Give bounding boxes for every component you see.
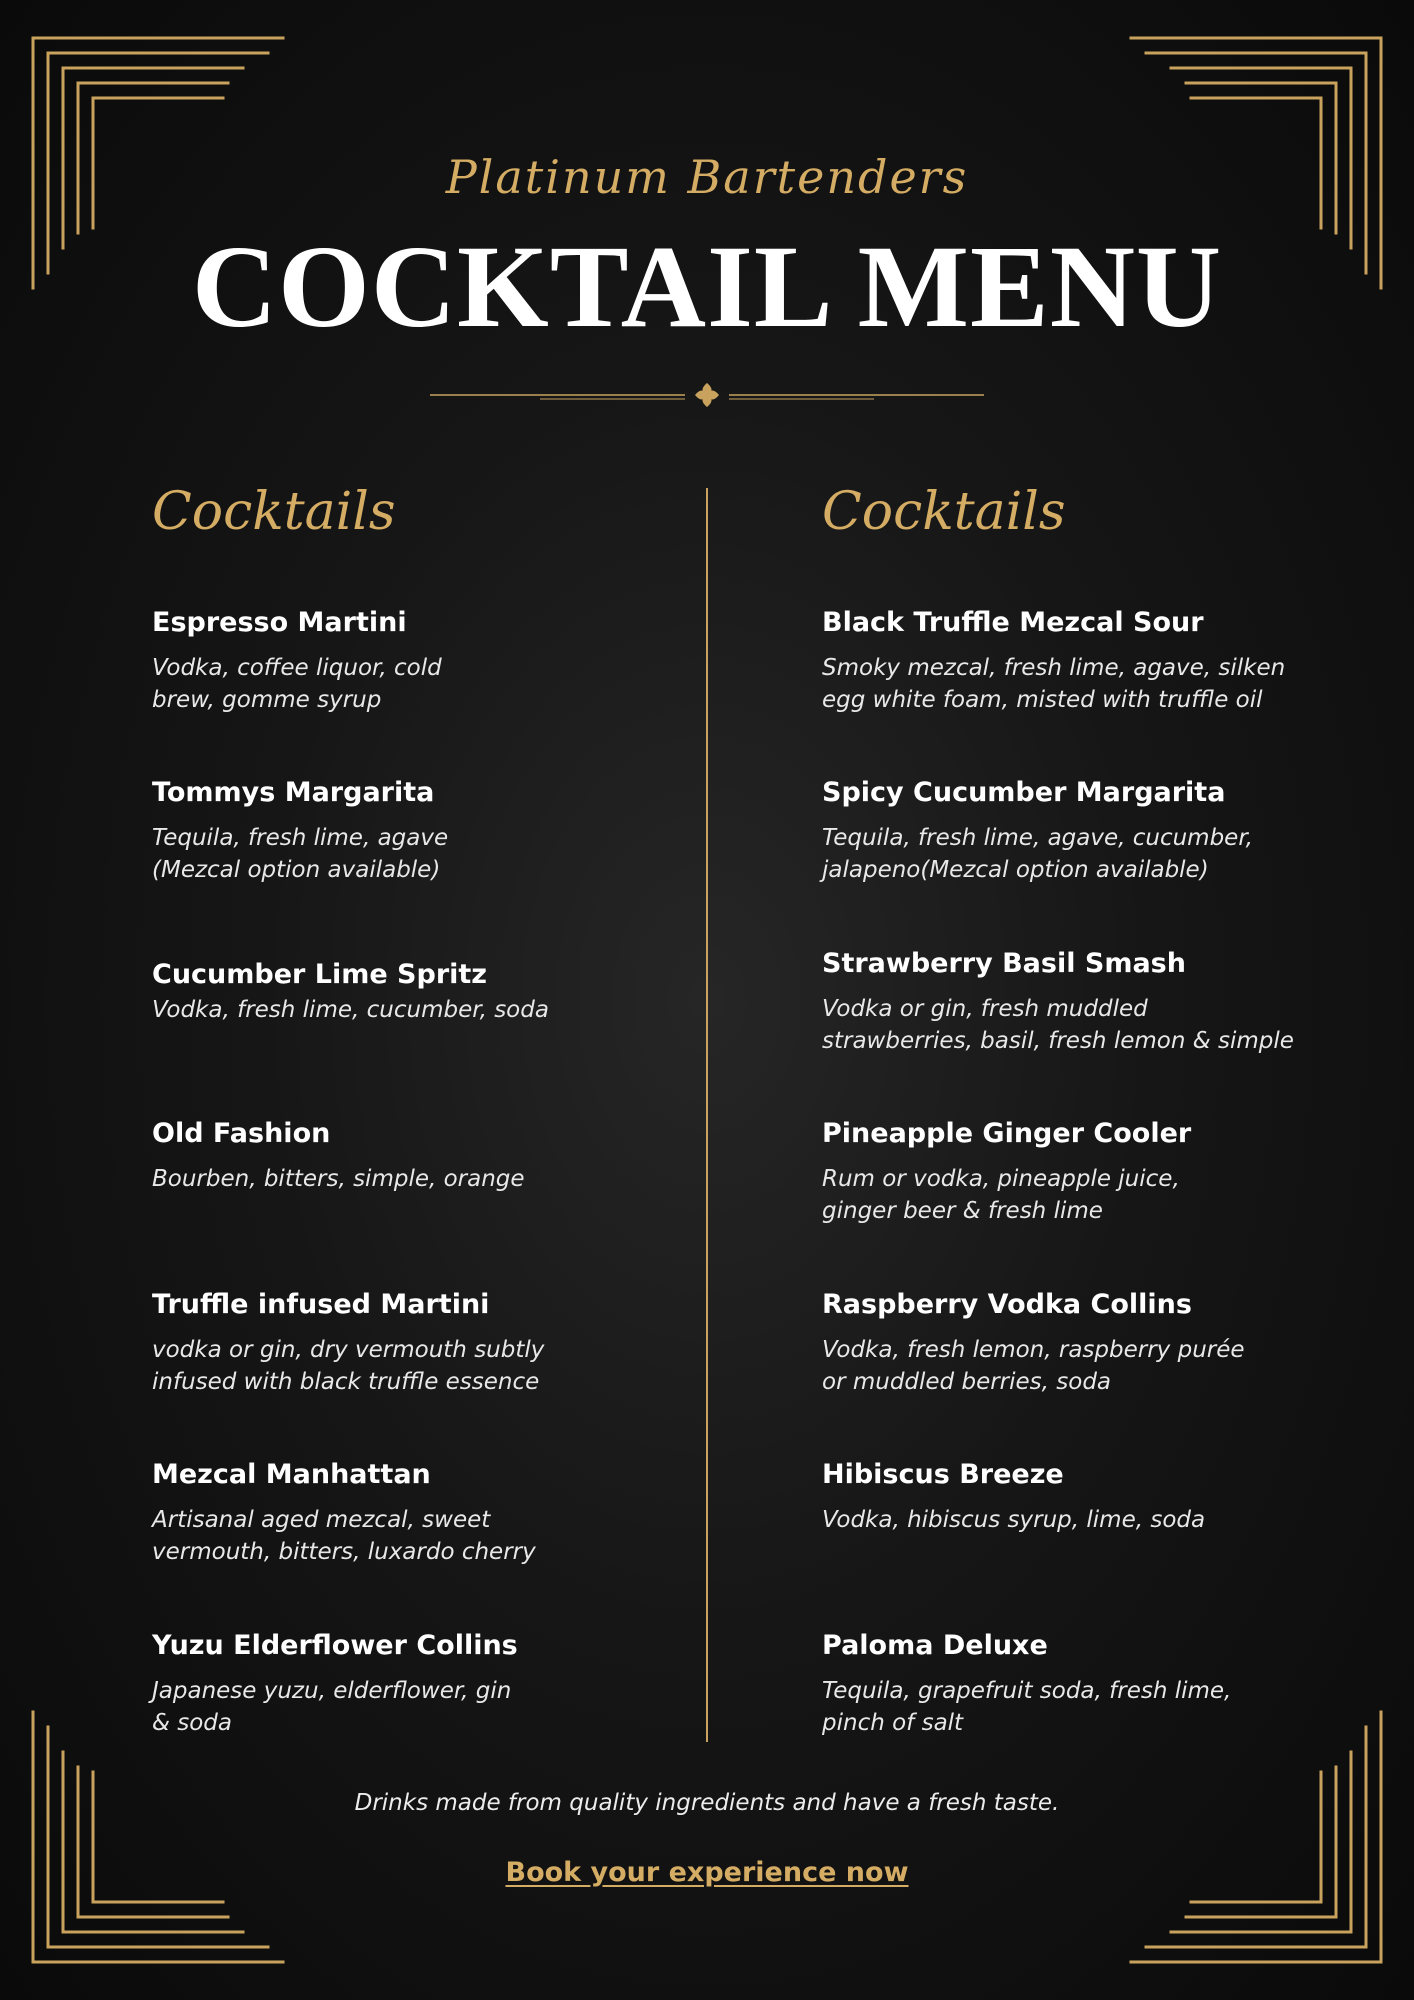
page-title: COCKTAIL MENU: [191, 221, 1223, 352]
menu-item-description: Tequila, fresh lime, agave, cucumber, jalapeno(Mezcal option available): [822, 825, 1253, 883]
fleur-icon: [695, 383, 719, 407]
menu-item: [152, 606, 652, 716]
ornamental-divider: [430, 380, 984, 410]
book-experience-link[interactable]: Book your experience now: [505, 1857, 909, 1888]
menu-item-name: Strawberry Basil Smash: [822, 948, 1186, 979]
menu-item-description: Tequila, grapefruit soda, fresh lime, pinch of salt: [822, 1678, 1232, 1736]
menu-item-description: Rum or vodka, pineapple juice, ginger beer & fresh lime: [822, 1166, 1180, 1224]
menu-item-name: Hibiscus Breeze: [822, 1459, 1064, 1490]
menu-item-name: Paloma Deluxe: [822, 1630, 1048, 1661]
menu-item-description: Japanese yuzu, elderflower, gin & soda: [152, 1678, 512, 1736]
menu-item-description: Vodka, coffee liquor, cold brew, gomme syrup: [152, 655, 442, 713]
menu-item: [822, 947, 1362, 1057]
menu-item: [822, 1458, 1362, 1536]
menu-item-description: Vodka, fresh lemon, raspberry purée or muddled berries, soda: [822, 1337, 1245, 1395]
corner-ornament-bottom-left: [30, 1705, 290, 1965]
footer-tagline: Drinks made from quality ingredients and have a fresh taste.: [354, 1790, 1060, 1816]
column-divider: [706, 488, 708, 1742]
menu-item-name: Truffle infused Martini: [152, 1289, 490, 1320]
menu-item-name: Spicy Cucumber Margarita: [822, 777, 1226, 808]
menu-item-description: Vodka, hibiscus syrup, lime, soda: [822, 1507, 1206, 1533]
menu-item-name: Yuzu Elderflower Collins: [152, 1630, 518, 1661]
menu-item-description: Smoky mezcal, fresh lime, agave, silken egg white foam, misted with truffle oil: [822, 655, 1286, 713]
menu-item-description: Artisanal aged mezcal, sweet vermouth, bitters, luxardo cherry: [152, 1507, 536, 1565]
menu-item: [822, 606, 1362, 716]
corner-ornament-bottom-right: [1124, 1705, 1384, 1965]
menu-item-description: vodka or gin, dry vermouth subtly infused with black truffle essence: [152, 1337, 545, 1395]
menu-item-name: Cucumber Lime Spritz: [152, 959, 488, 990]
menu-item-name: Raspberry Vodka Collins: [822, 1289, 1192, 1320]
menu-item-name: Mezcal Manhattan: [152, 1459, 431, 1490]
menu-item: [152, 1629, 652, 1739]
menu-item-description: Vodka, fresh lime, cucumber, soda: [152, 997, 549, 1023]
menu-item: [152, 776, 652, 886]
menu-item: [822, 1629, 1362, 1739]
menu-item-description: Vodka or gin, fresh muddled strawberries, basil, fresh lemon & simple: [822, 996, 1294, 1054]
menu-item-name: Old Fashion: [152, 1118, 331, 1149]
menu-item-description: Tequila, fresh lime, agave (Mezcal option available): [152, 825, 449, 883]
left-section-heading: Cocktails: [152, 482, 396, 542]
menu-item-name: Tommys Margarita: [152, 777, 435, 808]
menu-item: [152, 1288, 652, 1398]
menu-item: [152, 958, 652, 1026]
menu-item: [822, 1117, 1362, 1227]
menu-item: [822, 1288, 1362, 1398]
cta-container: [0, 1857, 1414, 1888]
brand-subtitle: Platinum Bartenders: [445, 150, 969, 204]
menu-item-name: Black Truffle Mezcal Sour: [822, 607, 1204, 638]
menu-item: [152, 1458, 652, 1568]
right-section-heading: Cocktails: [822, 482, 1066, 542]
menu-item: [152, 1117, 652, 1195]
menu-item-name: Espresso Martini: [152, 607, 407, 638]
menu-item-name: Pineapple Ginger Cooler: [822, 1118, 1192, 1149]
menu-item-description: Bourben, bitters, simple, orange: [152, 1166, 525, 1192]
menu-item: [822, 776, 1362, 886]
